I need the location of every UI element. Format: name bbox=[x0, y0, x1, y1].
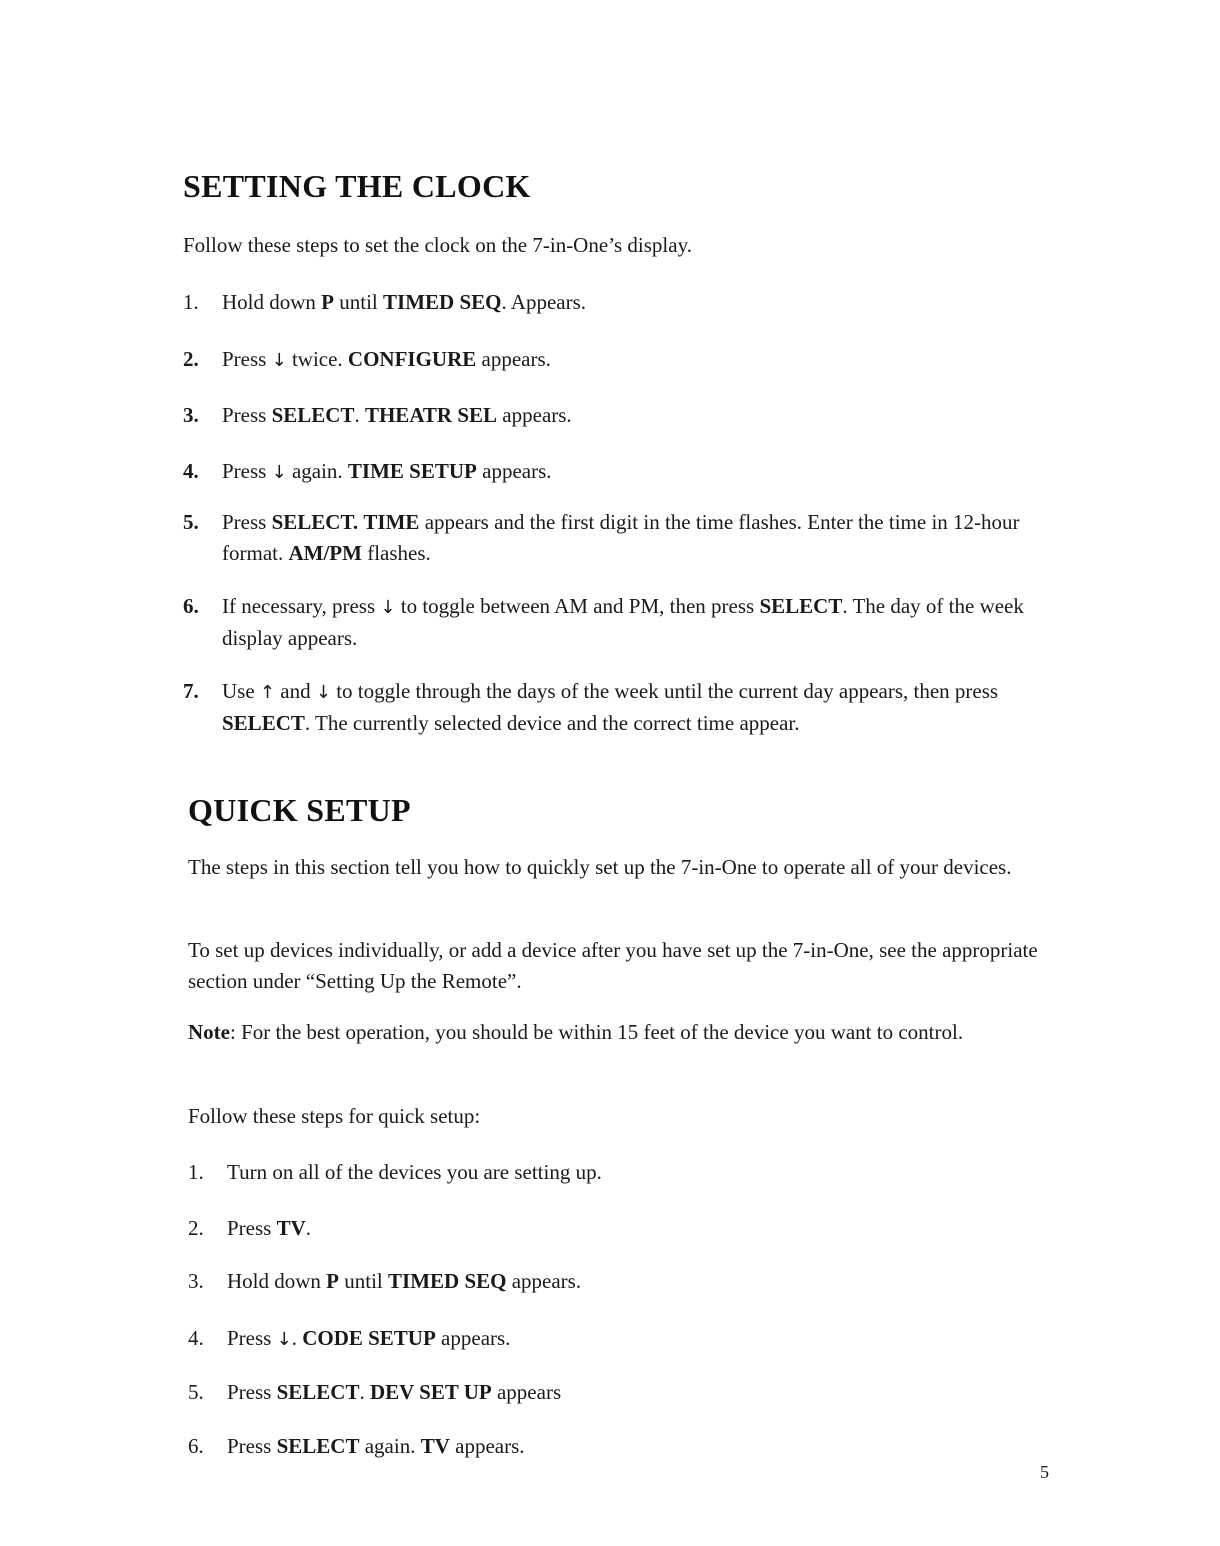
step-number: 5. bbox=[188, 1380, 204, 1404]
quick-individual-setup-note: To set up devices individually, or add a device after you have set up the 7-in-One, see the appropriate section under “Setting Up the Remote”. bbox=[188, 938, 1038, 993]
step-text bbox=[222, 591, 1063, 654]
step-text bbox=[222, 400, 1063, 431]
step-text-run: Hold down bbox=[227, 1269, 327, 1293]
step-keyword: SELECT. bbox=[271, 510, 359, 534]
step-number: 2. bbox=[188, 1216, 204, 1240]
step-keyword: TIME bbox=[363, 510, 420, 534]
step-keyword: AM/PM bbox=[288, 541, 362, 565]
clock-step bbox=[183, 591, 1063, 654]
step-keyword: TV bbox=[420, 1434, 450, 1458]
step-text-run: again. bbox=[286, 459, 348, 483]
down-arrow-icon: ↓ bbox=[315, 682, 331, 703]
quick-step bbox=[188, 1157, 1068, 1188]
step-number: 5. bbox=[183, 510, 199, 534]
step-keyword: TIMED SEQ bbox=[388, 1269, 507, 1293]
clock-intro: Follow these steps to set the clock on the 7-in-One’s display. bbox=[183, 233, 692, 257]
step-text-run: . bbox=[305, 1216, 312, 1240]
step-text-run: appears and the first digit in the time flashes. Enter the time in 12-hour format. bbox=[222, 510, 1020, 565]
step-number: 4. bbox=[188, 1326, 204, 1350]
step-text bbox=[227, 1377, 1068, 1408]
quick-step bbox=[188, 1213, 1068, 1244]
clock-step bbox=[183, 287, 1063, 318]
step-text-run: Press bbox=[222, 510, 272, 534]
step-text-run: appears bbox=[491, 1380, 562, 1404]
step-text-run: Press bbox=[227, 1380, 277, 1404]
step-text-run: again. bbox=[359, 1434, 421, 1458]
step-text-run: appears. bbox=[506, 1269, 582, 1293]
step-number: 6. bbox=[188, 1434, 204, 1458]
step-keyword: DEV SET UP bbox=[369, 1380, 492, 1404]
clock-step bbox=[183, 507, 1063, 569]
down-arrow-icon: ↓ bbox=[276, 1329, 292, 1350]
section-title-setting-the-clock: SETTING THE CLOCK bbox=[183, 168, 531, 204]
clock-step bbox=[183, 344, 1063, 376]
note-text: : For the best operation, you should be within 15 feet of the device you want to control. bbox=[229, 1020, 964, 1044]
step-text-run: appears. bbox=[435, 1326, 511, 1350]
step-text-run: Press bbox=[227, 1216, 277, 1240]
step-keyword: SELECT bbox=[759, 594, 843, 618]
step-number: 3. bbox=[188, 1269, 204, 1293]
step-text-run: . Appears. bbox=[501, 290, 587, 314]
step-keyword: P bbox=[326, 1269, 339, 1293]
step-text-run: . The day of the week display appears. bbox=[222, 594, 1024, 650]
step-text bbox=[222, 507, 1063, 569]
step-keyword: SELECT bbox=[276, 1380, 360, 1404]
step-keyword: CODE SETUP bbox=[302, 1326, 436, 1350]
note-label: Note bbox=[188, 1020, 230, 1044]
quick-intro: The steps in this section tell you how to quickly set up the 7-in-One to operate all of your devices. bbox=[188, 855, 1012, 879]
step-keyword: SELECT bbox=[222, 711, 305, 735]
step-text-run: Hold down bbox=[222, 290, 322, 314]
step-text-run: Press bbox=[222, 459, 272, 483]
quick-step bbox=[188, 1431, 1068, 1462]
step-text-run: appears. bbox=[476, 459, 552, 483]
step-text-run: Turn on all of the devices you are setting up. bbox=[227, 1160, 602, 1184]
step-number: 3. bbox=[183, 403, 199, 427]
step-text-run: to toggle through the days of the week until the current day appears, then press bbox=[330, 679, 999, 703]
step-text-run: . bbox=[359, 1380, 370, 1404]
step-number: 1. bbox=[188, 1160, 204, 1184]
step-keyword: THEATR SEL bbox=[364, 403, 498, 427]
step-text bbox=[227, 1157, 1068, 1188]
down-arrow-icon: ↓ bbox=[271, 462, 287, 483]
step-text-run: Press bbox=[227, 1434, 277, 1458]
clock-step bbox=[183, 456, 1063, 488]
step-text-run: appears. bbox=[476, 347, 551, 371]
step-text-run: appears. bbox=[449, 1434, 525, 1458]
step-keyword: SELECT bbox=[271, 403, 355, 427]
section-title-quick-setup: QUICK SETUP bbox=[188, 792, 411, 828]
quick-distance-note bbox=[188, 1017, 1068, 1048]
step-text bbox=[222, 287, 1063, 318]
quick-steps-intro: Follow these steps for quick setup: bbox=[188, 1104, 481, 1128]
step-text-run: Use bbox=[222, 679, 260, 703]
down-arrow-icon: ↓ bbox=[271, 350, 287, 371]
step-number: 6. bbox=[183, 594, 199, 618]
quick-step bbox=[188, 1323, 1068, 1355]
step-number: 7. bbox=[183, 679, 199, 703]
step-text bbox=[227, 1213, 1068, 1244]
clock-step bbox=[183, 676, 1063, 739]
step-text-run: Press bbox=[222, 347, 272, 371]
step-text-run: Press bbox=[222, 403, 272, 427]
step-text-run: . The currently selected device and the correct time appear. bbox=[304, 711, 800, 735]
step-text bbox=[222, 676, 1063, 739]
step-text-run: appears. bbox=[497, 403, 572, 427]
step-text-run: flashes. bbox=[361, 541, 431, 565]
step-keyword: CONFIGURE bbox=[347, 347, 477, 371]
step-text bbox=[227, 1323, 1068, 1355]
step-text bbox=[227, 1266, 1068, 1297]
step-keyword: TIMED SEQ bbox=[383, 290, 502, 314]
step-text-run: to toggle between AM and PM, then press bbox=[395, 594, 760, 618]
step-text-run: twice. bbox=[286, 347, 348, 371]
quick-step bbox=[188, 1377, 1068, 1408]
step-text-run: until bbox=[334, 290, 384, 314]
step-text bbox=[222, 456, 1063, 488]
step-text bbox=[222, 344, 1063, 376]
step-number: 2. bbox=[183, 347, 199, 371]
step-number: 1. bbox=[183, 290, 199, 314]
step-keyword: TV bbox=[276, 1216, 306, 1240]
step-text-run: . bbox=[291, 1326, 303, 1350]
step-text bbox=[227, 1431, 1068, 1462]
step-number: 4. bbox=[183, 459, 199, 483]
clock-step bbox=[183, 400, 1063, 431]
step-text-run: . bbox=[354, 403, 365, 427]
step-text-run: If necessary, press bbox=[222, 594, 381, 618]
step-text-run: and bbox=[275, 679, 316, 703]
step-keyword: TIME SETUP bbox=[347, 459, 477, 483]
page-number: 5 bbox=[1040, 1462, 1049, 1482]
up-arrow-icon: ↑ bbox=[259, 682, 276, 703]
step-text-run: until bbox=[339, 1269, 389, 1293]
quick-step bbox=[188, 1266, 1068, 1297]
step-keyword: P bbox=[321, 290, 334, 314]
step-text-run: Press bbox=[227, 1326, 277, 1350]
step-keyword: SELECT bbox=[276, 1434, 360, 1458]
down-arrow-icon: ↓ bbox=[380, 597, 396, 618]
